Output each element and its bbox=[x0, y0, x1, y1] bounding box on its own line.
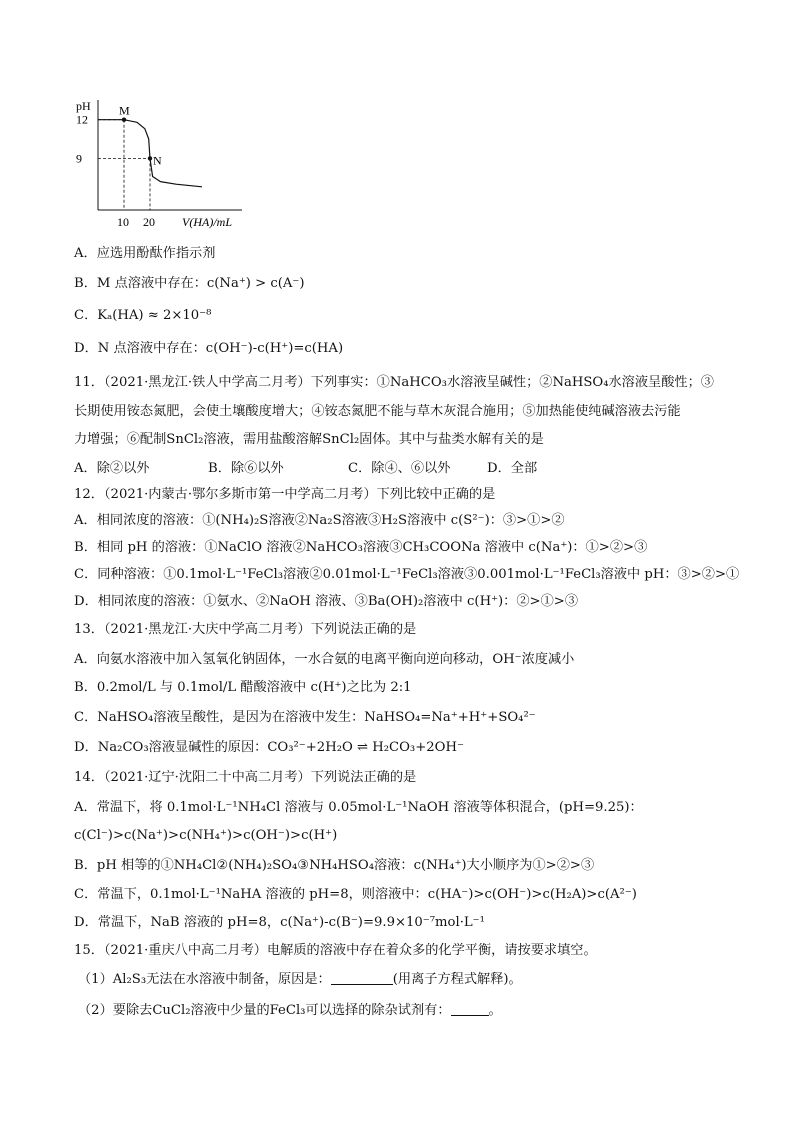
q15-part1-text: （1）Al₂S₃无法在水溶液中制备，原因是： bbox=[78, 972, 331, 987]
q10-option-a: A．应选用酚酞作指示剂 bbox=[74, 246, 216, 261]
q15-part2-suffix: 。 bbox=[488, 1003, 502, 1018]
q12-option-c: C．同种溶液：①0.1mol·L⁻¹FeCl₃溶液②0.01mol·L⁻¹FeCl₃溶液③0.001mol·L⁻¹FeCl₃溶液中 pH：③>②>① bbox=[74, 567, 740, 582]
q10-option-d: D．N 点溶液中存在：c(OH⁻)-c(H⁺)=c(HA) bbox=[74, 341, 344, 356]
q14-stem: 14．（2021·辽宁·沈阳二十中高二月考）下列说法正确的是 bbox=[74, 770, 417, 785]
q11-stem-line2: 长期使用铵态氮肥，会使土壤酸度增大；④铵态氮肥不能与草木灰混合施用；⑤加热能使纯碱溶液去污能 bbox=[74, 404, 681, 419]
q13-option-c: C．NaHSO₄溶液呈酸性，是因为在溶液中发生：NaHSO₄=Na⁺+H⁺+SO₄²⁻ bbox=[74, 710, 536, 725]
point-label-n: N bbox=[153, 153, 162, 168]
q15-part2-answer-blank[interactable] bbox=[451, 1003, 489, 1016]
q12-stem: 12．（2021·内蒙古·鄂尔多斯市第一中学高二月考）下列比较中正确的是 bbox=[74, 487, 496, 502]
x-tick-label: 10 bbox=[117, 215, 129, 229]
y-tick-label: 12 bbox=[76, 112, 88, 127]
q13-option-b: B．0.2mol/L 与 0.1mol/L 醋酸溶液中 c(H⁺)之比为 2:1 bbox=[74, 680, 412, 695]
q15-stem: 15．（2021·重庆八中高二月考）电解质的溶液中存在着众多的化学平衡，请按要求填空。 bbox=[74, 943, 597, 958]
q12-option-d: D．相同浓度的溶液：①氨水、②NaOH 溶液、③Ba(OH)₂溶液中 c(H⁺)：②>①>③ bbox=[74, 594, 579, 609]
q15-part1-suffix: (用离子方程式解释)。 bbox=[392, 972, 522, 987]
q15-part2-text: （2）要除去CuCl₂溶液中少量的FeCl₃可以选择的除杂试剂有： bbox=[78, 1003, 451, 1018]
point-n bbox=[148, 156, 152, 160]
q11-stem-line1: 11．（2021·黑龙江·铁人中学高二月考）下列事实：①NaHCO₃水溶液呈碱性；②NaHSO₄水溶液呈酸性；③ bbox=[74, 375, 714, 390]
q10-option-c: C．Kₐ(HA) ≈ 2×10⁻⁸ bbox=[74, 308, 212, 323]
q14-option-d: D．常温下，NaB 溶液的 pH=8，c(Na⁺)-c(B⁻)=9.9×10⁻⁷mol·L⁻¹ bbox=[74, 915, 485, 930]
q15-part1-answer-blank[interactable] bbox=[331, 972, 393, 985]
q14-option-a-line1: A．常温下，将 0.1mol·L⁻¹NH₄Cl 溶液与 0.05mol·L⁻¹NaOH 溶液等体积混合，(pH=9.25)： bbox=[74, 800, 643, 815]
q11-option-c: C．除④、⑥以外 bbox=[348, 461, 451, 476]
y-axis-label: pH bbox=[76, 99, 91, 113]
x-axis-label: V(HA)/mL bbox=[182, 215, 232, 229]
q12-option-b: B．相同 pH 的溶液：①NaClO 溶液②NaHCO₃溶液③CH₃COONa 溶液中 c(Na⁺)：①>②>③ bbox=[74, 540, 648, 555]
q14-option-b: B．pH 相等的①NH₄Cl②(NH₄)₂SO₄③NH₄HSO₄溶液：c(NH₄⁺)大小顺序为①>②>③ bbox=[74, 858, 595, 873]
q10-option-b: B．M 点溶液中存在：c(Na⁺) > c(A⁻) bbox=[74, 276, 305, 291]
q14-option-c: C．常温下，0.1mol·L⁻¹NaHA 溶液的 pH=8，则溶液中：c(HA⁻)>c(OH⁻)>c(H₂A)>c(A²⁻) bbox=[74, 887, 637, 902]
titration-curve bbox=[98, 120, 202, 187]
q11-option-a: A．除②以外 bbox=[74, 461, 150, 476]
q15-part2 bbox=[78, 1001, 502, 1021]
q13-option-d: D．Na₂CO₃溶液显碱性的原因：CO₃²⁻+2H₂O ⇌ H₂CO₃+2OH⁻ bbox=[74, 740, 464, 755]
q11-option-b: B．除⑥以外 bbox=[208, 461, 284, 476]
q15-part1 bbox=[78, 970, 522, 990]
ph-titration-chart bbox=[74, 96, 244, 236]
x-tick-label: 20 bbox=[143, 215, 155, 229]
y-tick-label: 9 bbox=[76, 151, 82, 166]
point-m bbox=[122, 118, 126, 122]
q11-option-d: D．全部 bbox=[487, 461, 538, 476]
q13-stem: 13．（2021·黑龙江·大庆中学高二月考）下列说法正确的是 bbox=[74, 622, 417, 637]
point-label-m: M bbox=[119, 103, 130, 118]
q14-option-a-line2: c(Cl⁻)>c(Na⁺)>c(NH₄⁺)>c(OH⁻)>c(H⁺) bbox=[74, 828, 338, 843]
q11-stem-line3: 力增强；⑥配制SnCl₂溶液，需用盐酸溶解SnCl₂固体。其中与盐类水解有关的是 bbox=[74, 432, 544, 447]
q12-option-a: A．相同浓度的溶液：①(NH₄)₂S溶液②Na₂S溶液③H₂S溶液中 c(S²⁻)：③>①>② bbox=[74, 513, 565, 528]
q13-option-a: A．向氨水溶液中加入氢氧化钠固体，一水合氨的电离平衡向逆向移动，OH⁻浓度减小 bbox=[74, 652, 575, 667]
